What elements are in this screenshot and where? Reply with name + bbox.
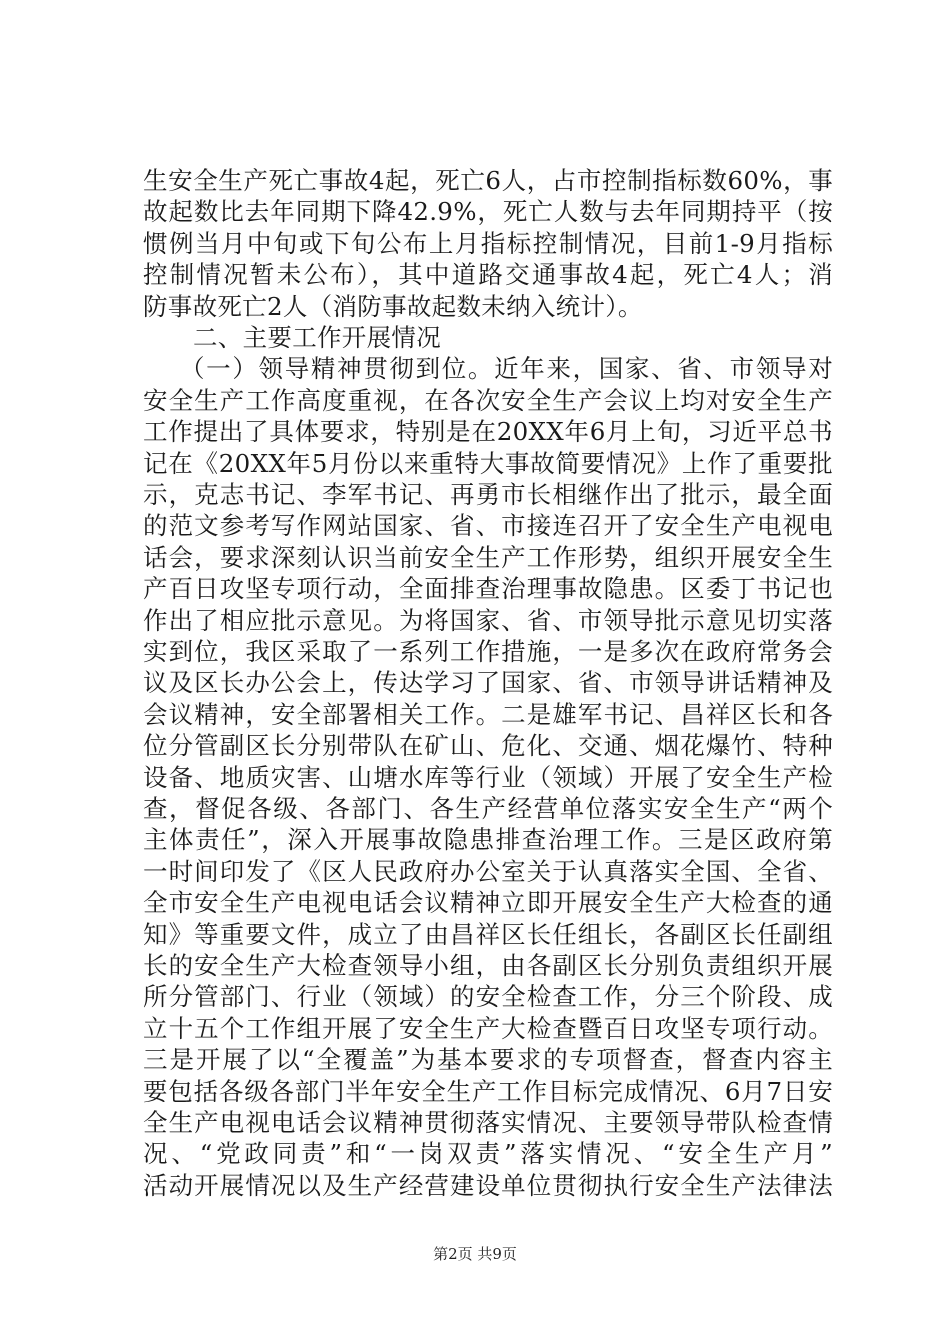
body-line-5: 防事故死亡2人（消防事故起数未纳入统计）。 [143,291,643,321]
body-line-30: 要包括各级各部门半年安全生产工作目标完成情况、6月7日安 [143,1076,833,1106]
body-line-25: 知》等重要文件，成立了由昌祥区长任组长，各副区长任副组 [143,919,833,949]
body-line-11: 示，克志书记、李军书记、再勇市长相继作出了批示，最全面 [143,480,833,509]
body-line-15: 作出了相应批示意见。为将国家、省、市领导批示意见切实落 [143,605,833,635]
body-line-8: 安全生产工作高度重视，在各次安全生产会议上均对安全生产 [143,385,833,415]
body-line-29: 三是开展了以“全覆盖”为基本要求的专项督查，督查内容主 [143,1045,833,1075]
body-line-33: 活动开展情况以及生产经营建设单位贯彻执行安全生产法律法 [143,1170,833,1200]
body-line-12: 的范文参考写作网站国家、省、市接连召开了安全生产电视电 [143,511,833,541]
body-line-31: 全生产电视电话会议精神贯彻落实情况、主要领导带队检查情 [143,1108,833,1137]
body-line-23: 一时间印发了《区人民政府办公室关于认真落实全国、全省、 [143,856,833,886]
body-line-28: 立十五个工作组开展了安全生产大检查暨百日攻坚专项行动。 [143,1013,833,1043]
section-heading: 二、主要工作开展情况 [193,323,441,352]
body-line-10: 记在《20XX年5月份以来重特大事故简要情况》上作了重要批 [143,448,833,478]
body-line-2: 故起数比去年同期下降42.9%，死亡人数与去年同期持平（按 [143,197,833,227]
body-line-19: 位分管副区长分别带队在矿山、危化、交通、烟花爆竹、特种 [143,731,833,761]
page-footer: 第2页 共9页 [433,1245,517,1263]
body-line-9: 工作提出了具体要求，特别是在20XX年6月上旬，习近平总书 [143,417,833,447]
body-line-14: 产百日攻坚专项行动，全面排查治理事故隐患。区委丁书记也 [143,574,833,604]
body-line-26: 长的安全生产大检查领导小组，由各副区长分别负责组织开展 [143,951,833,980]
body-line-4: 控制情况暂未公布），其中道路交通事故4起，死亡4人；消 [143,260,833,290]
body-line-18: 会议精神，安全部署相关工作。二是雄军书记、昌祥区长和各 [143,699,833,729]
body-line-3: 惯例当月中旬或下旬公布上月指标控制情况，目前1-9月指标 [143,228,833,258]
body-line-24: 全市安全生产电视电话会议精神立即开展安全生产大检查的通 [143,888,833,918]
body-line-32: 况、“党政同责”和“一岗双责”落实情况、“安全生产月” [143,1139,833,1169]
body-line-17: 议及区长办公会上，传达学习了国家、省、市领导讲话精神及 [143,668,833,698]
body-line-22: 主体责任”，深入开展事故隐患排查治理工作。三是区政府第 [143,825,833,855]
body-line-7: （一）领导精神贯彻到位。近年来，国家、省、市领导对 [180,354,833,384]
body-line-13: 话会，要求深刻认识当前安全生产工作形势，组织开展安全生 [143,542,833,572]
body-line-16: 实到位，我区采取了一系列工作措施，一是多次在政府常务会 [143,637,833,666]
body-line-27: 所分管部门、行业（领域）的安全检查工作，分三个阶段、成 [143,982,833,1012]
body-line-20: 设备、地质灾害、山塘水库等行业（领域）开展了安全生产检 [143,762,833,792]
body-line-21: 查，督促各级、各部门、各生产经营单位落实安全生产“两个 [143,794,833,823]
body-line-1: 生安全生产死亡事故4起，死亡6人，占市控制指标数60%，事 [143,166,833,195]
